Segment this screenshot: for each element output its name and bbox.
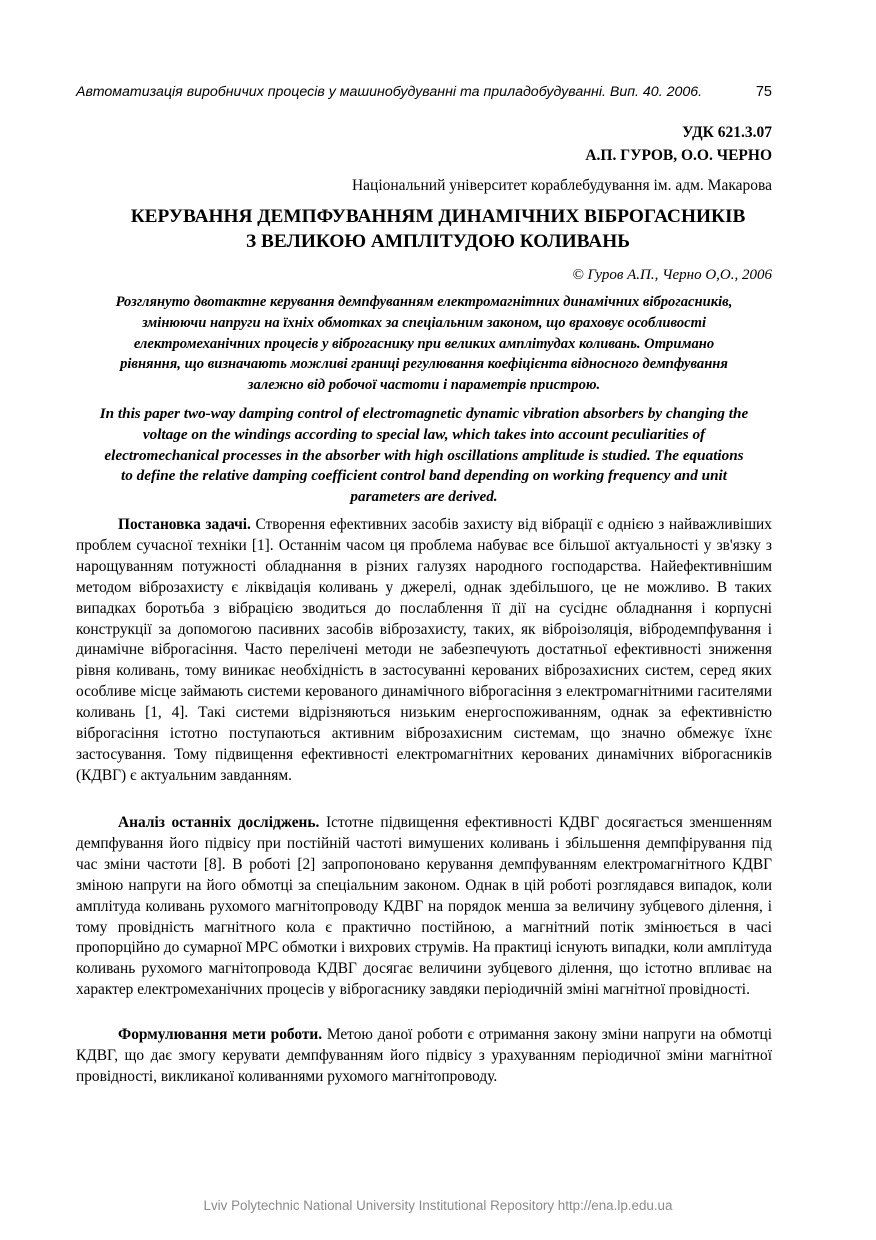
- abstract-line: залежно від робочої частоти і параметрів пристрою.: [247, 377, 601, 394]
- abstract-english: [76, 404, 772, 508]
- section-text: Метою даної роботи є отримання закону зміни напруги на обмотці КДВГ, що дає змогу керувати демпфуванням його підвісу з урахуванням періодичної зміни магнітної провідності, викликаної коливаннями рухомого магнітопроводу.: [76, 1026, 772, 1085]
- section-heading: Аналіз останніх досліджень.: [118, 814, 320, 831]
- repository-footer: Lviv Polytechnic National University Institutional Repository http://ena.lp.edu.ua: [203, 1198, 673, 1213]
- page-number: 75: [755, 84, 772, 100]
- abstract-line: to define the relative damping coefficient control band depending on working frequency and unit: [121, 467, 727, 485]
- title-line: З ВЕЛИКОЮ АМПЛІТУДОЮ КОЛИВАНЬ: [246, 231, 630, 252]
- section-heading: Постановка задачі.: [118, 516, 251, 533]
- abstract-line: електромеханічних процесів у віброгаснику при великих амплітудах коливань. Отримано: [133, 335, 715, 352]
- abstract-line: voltage on the windings according to special law, which takes into account peculiarities of: [142, 425, 706, 443]
- abstract-line: рівняння, що визначають можливі границі регулювання коефіцієнта відносного демпфування: [120, 356, 728, 373]
- affiliation: Національний університет кораблебудування ім. адм. Макарова: [351, 177, 772, 194]
- section-problem-statement: [76, 515, 772, 787]
- section-recent-research: [76, 813, 772, 1001]
- udk-code: УДК 621.3.07: [682, 124, 772, 141]
- authors: А.П. ГУРОВ, О.О. ЧЕРНО: [585, 147, 772, 164]
- abstract-line: змінюючи напруги на їхніх обмотках за спеціальним законом, що враховує особливості: [141, 314, 707, 331]
- abstract-line: electromechanical processes in the absorber with high oscillations amplitude is studied. The equations: [104, 446, 744, 464]
- title-line: КЕРУВАННЯ ДЕМПФУВАННЯМ ДИНАМІЧНИХ ВІБРОГАСНИКІВ: [130, 206, 746, 227]
- section-heading: Формулювання мети роботи.: [118, 1026, 323, 1043]
- abstract-line: Розглянуто двотактне керування демпфуванням електромагнітних динамічних віброгасників,: [115, 294, 733, 310]
- section-objective: [76, 1025, 772, 1088]
- copyright-line: © Гуров А.П., Черно О,О., 2006: [572, 267, 772, 283]
- journal-citation: Автоматизація виробничих процесів у машинобудуванні та приладобудуванні. Вип. 40. 2006.: [76, 84, 703, 100]
- abstract-line: parameters are derived.: [350, 488, 498, 506]
- section-text: Істотне підвищення ефективності КДВГ досягається зменшенням демпфування його підвісу при постійній частоті вимушених коливань і збільшення демпфірування під час зміни частоти [8]. В роботі [2] запропоновано керування демпфуванням електромагнітного КДВГ зміною напруги на його обмотці за спеціальним законом. Однак в цій роботі розглядався випадок, коли амплітуда коливань рухомого магнітопроводу КДВГ на порядок менша за величину зубцевого ділення, і тому провідність магнітного кола є практично постійною, а магнітний потік змінюється в часі пропорційно до сумарної МРС обмотки і вихрових струмів. На практиці існують випадки, коли амплітуда коливань рухомого магнітопровода КДВГ досягає величини зубцевого ділення, що істотно впливає на характер електромеханічних процесів у віброгаснику завдяки періодичній зміні магнітної провідності.: [76, 814, 772, 999]
- section-text: Створення ефективних засобів захисту від вібрації є однією з найважливіших проблем сучасної техніки [1]. Останнім часом ця проблема набуває все більшої актуальності у зв'язку з нарощуванням потужності обладнання в різних галузях народного господарства. Найефективнішим методом віброзахисту є ліквідація коливань у джерелі, однак здебільшого, це не можливо. В таких випадках боротьба з вібрацією зводиться до послаблення її дії на сусіднє обладнання і корпусні конструкції за допомогою пасивних засобів віброзахисту, таких, як віброізоляція, вібродемпфування і динамічне віброгасіння. Часто перелічені методи не забезпечують достатньої ефективності зниження рівня коливань, тому виникає необхідність в застосуванні керованих віброзахисних систем, серед яких особливе місце займають системи керованого динамічного віброгасіння з електромагнітними гасителями коливань [1, 4]. Такі системи відрізняються низьким енергоспоживанням, однак за ефективністю віброгасіння істотно поступаються активним віброзахисним системам, що значно обмежує їхнє застосування. Тому підвищення ефективності електромагнітних керованих динамічних віброгасників (КДВГ) є актуальним завданням.: [76, 516, 772, 784]
- abstract-ukrainian: [76, 292, 772, 396]
- paper-title: [60, 204, 816, 254]
- abstract-line: In this paper two-way damping control of electromagnetic dynamic vibration absorbers by changing the: [99, 405, 749, 422]
